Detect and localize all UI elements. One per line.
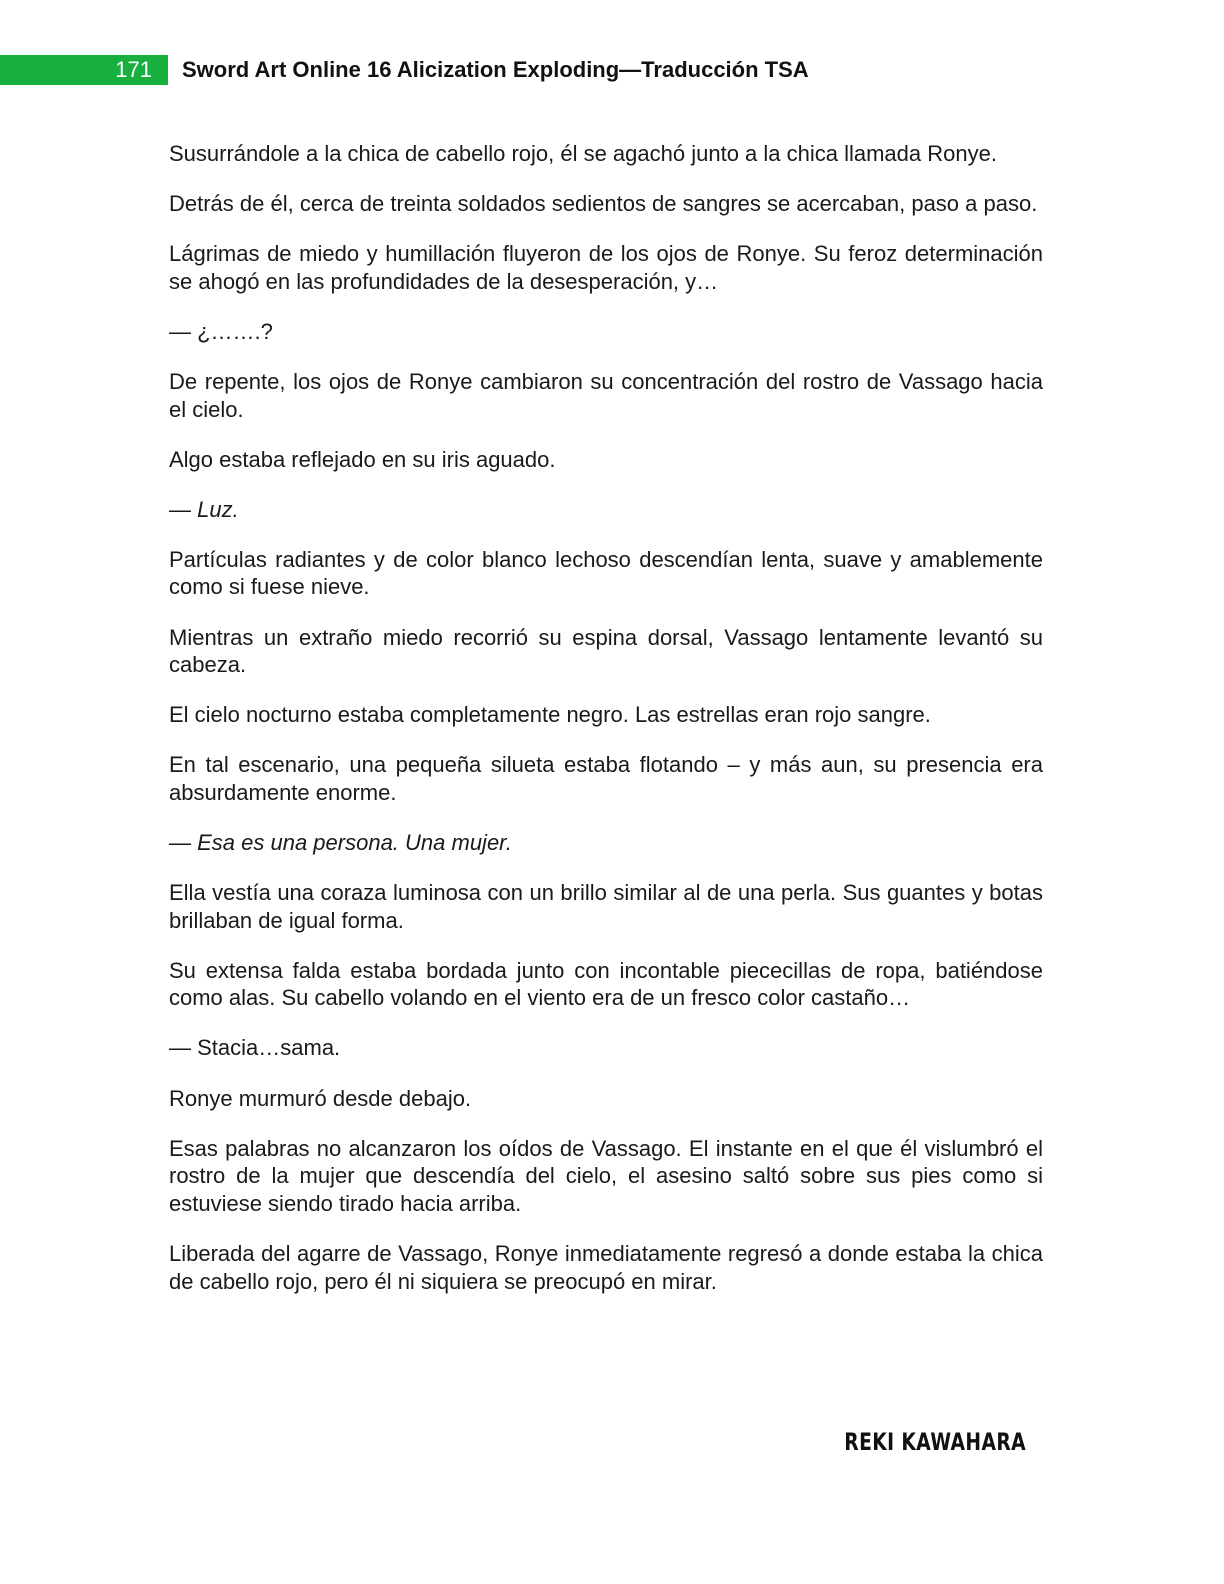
book-title: Sword Art Online 16 Alicization Exploding—Traducción TSA xyxy=(182,57,809,82)
paragraph: Su extensa falda estaba bordada junto con incontable piececillas de ropa, batiéndose como alas. Su cabello volando en el viento era de un fresco color castaño… xyxy=(169,957,1043,1011)
thought-line: — Luz. xyxy=(169,496,239,522)
paragraph: Ronye murmuró desde debajo. xyxy=(169,1085,472,1111)
dialogue-line: — Stacia…sama. xyxy=(169,1035,341,1061)
author-name: REKI KAWAHARA xyxy=(844,1428,1026,1456)
paragraph: Detrás de él, cerca de treinta soldados sedientos de sangres se acercaban, paso a paso. xyxy=(169,191,1038,217)
paragraph: Liberada del agarre de Vassago, Ronye inmediatamente regresó a donde estaba la chica de cabello rojo, pero él ni siquiera se preocupó en mirar. xyxy=(169,1240,1043,1294)
page-number: 171 xyxy=(115,57,152,82)
paragraph: Partículas radiantes y de color blanco lechoso descendían lenta, suave y amablemente como si fuese nieve. xyxy=(169,546,1043,600)
paragraph: Lágrimas de miedo y humillación fluyeron de los ojos de Ronye. Su feroz determinación se ahogó en las profundidades de la desesperación, y… xyxy=(169,241,1043,294)
dialogue-line: — ¿…….? xyxy=(169,318,273,344)
paragraph: De repente, los ojos de Ronye cambiaron su concentración del rostro de Vassago hacia el cielo. xyxy=(169,368,1043,422)
body-text xyxy=(169,140,1043,1318)
paragraph: Esas palabras no alcanzaron los oídos de Vassago. El instante en el que él vislumbró el rostro de la mujer que descendía del cielo, el asesino saltó sobre sus pies como si estuviese siendo tirado hacia arriba. xyxy=(169,1135,1043,1216)
page-header xyxy=(0,55,1224,85)
paragraph: Susurrándole a la chica de cabello rojo, él se agachó junto a la chica llamada Ronye. xyxy=(169,141,997,166)
paragraph: El cielo nocturno estaba completamente negro. Las estrellas eran rojo sangre. xyxy=(169,702,931,728)
paragraph: Ella vestía una coraza luminosa con un brillo similar al de una perla. Sus guantes y botas brillaban de igual forma. xyxy=(169,880,1043,933)
thought-line: — Esa es una persona. Una mujer. xyxy=(169,830,512,855)
paragraph: Mientras un extraño miedo recorrió su espina dorsal, Vassago lentamente levantó su cabeza. xyxy=(169,624,1043,678)
paragraph: Algo estaba reflejado en su iris aguado. xyxy=(169,446,556,472)
page-number-bar xyxy=(0,55,168,85)
paragraph: En tal escenario, una pequeña silueta estaba flotando – y más aun, su presencia era absurdamente enorme. xyxy=(169,752,1043,805)
